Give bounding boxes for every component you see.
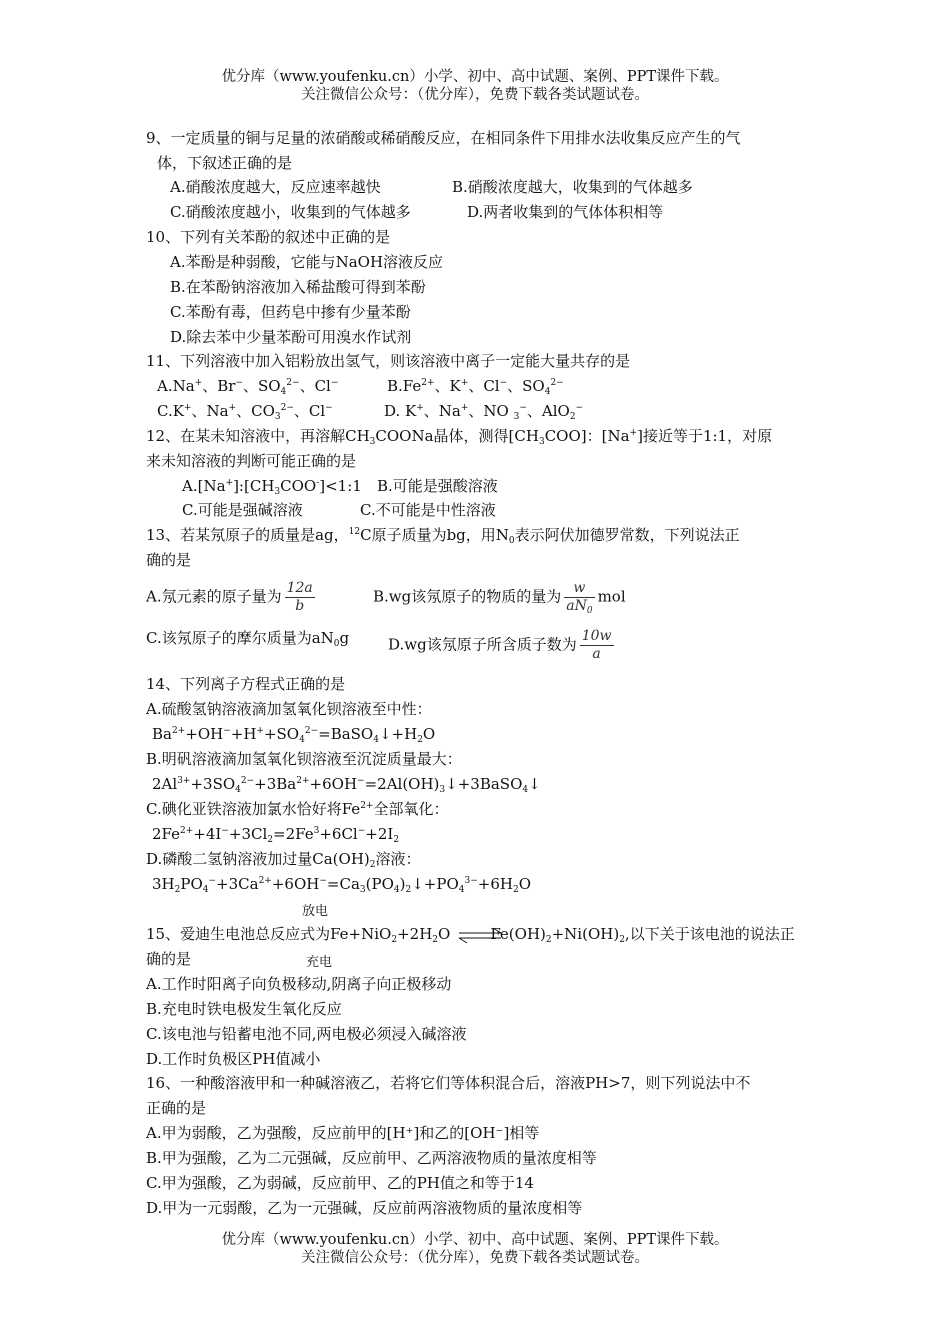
q11-stem: 11、下列溶液中加入铝粉放出氢气，则该溶液中离子一定能大量共存的是 <box>146 352 631 370</box>
q13-option-c: C.该氖原子的摩尔质量为$aN_0g$ <box>146 629 350 649</box>
q15-stem-1: 15、爱迪生电池总反应式为$Fe+NiO_2+2H_2O$ $Fe(OH)_2+Ni(OH)_2$,以下关于该电池的说法正 <box>146 925 795 945</box>
q15-option-b: B.充电时铁电极发生氧化反应 <box>146 1000 342 1018</box>
q16-stem-2: 正确的是 <box>146 1099 207 1117</box>
discharge-label: 放电 <box>302 904 329 919</box>
q13-option-a: A.氖元素的原子量为 $\frac{12a}{b}$ <box>146 580 313 614</box>
q15-option-d: D.工作时负极区PH值减小 <box>146 1050 321 1068</box>
q14-option-a: A.硫酸氢钠溶液滴加氢氧化钡溶液至中性： <box>146 700 432 718</box>
q11-option-d: D. K+、Na+、NO $_3$−、AlO$_2$− <box>384 402 584 422</box>
charge-label: 充电 <box>306 955 333 970</box>
q16-option-a: A.甲为弱酸，乙为强酸，反应前甲的[H⁺]和乙的[OH⁻]相等 <box>146 1124 540 1142</box>
q14-option-d: D.磷酸二氢钠溶液加过量$Ca(OH)_2$溶液： <box>146 850 421 870</box>
q14-equation-d: $3H_2PO_4^-+3Ca^{2+}+6OH^-=Ca_3(PO_4)_2↓+PO_4^{3-}+6H_2O$ <box>152 875 532 895</box>
q12-stem-1: 12、在某未知溶液中，再溶解$CH_3COONa$晶体，测得$[CH_3COO]$：[Na+]接近等于1:1，对原 <box>146 427 773 447</box>
q10-option-b: B.在苯酚钠溶液加入稀盐酸可得到苯酚 <box>170 278 426 296</box>
q14-option-b: B.明矾溶液滴加氢氧化钡溶液至沉淀质量最大： <box>146 750 462 768</box>
q9-option-a: A.硝酸浓度越大，反应速率越快 <box>170 178 381 196</box>
q16-option-b: B.甲为强酸，乙为二元强碱，反应前甲、乙两溶液物质的量浓度相等 <box>146 1149 597 1167</box>
q13-stem-1: 13、若某氖原子的质量是ag，$^{12}$C原子质量为bg，用$N_0$表示阿伏加德罗常数，下列说法正 <box>146 526 740 546</box>
q10-stem: 10、下列有关苯酚的叙述中正确的是 <box>146 228 391 246</box>
footer-line-2: 关注微信公众号：（优分库），免费下载各类试题试卷。 <box>301 1250 649 1266</box>
q11-option-b: $B.Fe^{2+}$、K+、Cl−、$SO_4^{2-}$ <box>387 377 564 397</box>
header-line-1: 优分库（www.youfenku.cn）小学、初中、高中试题、案例、PPT课件下载。 <box>221 69 729 85</box>
q10-option-a: A.苯酚是种弱酸，它能与NaOH溶液反应 <box>170 253 444 271</box>
q12-option-d: C.不可能是中性溶液 <box>360 501 496 519</box>
q14-stem: 14、下列离子方程式正确的是 <box>146 675 346 693</box>
q13-stem-2: 确的是 <box>146 551 192 569</box>
q9-option-b: B.硝酸浓度越大，收集到的气体越多 <box>452 178 693 196</box>
q12-stem-2: 来未知溶液的判断可能正确的是 <box>146 452 357 470</box>
footer-line-1: 优分库（www.youfenku.cn）小学、初中、高中试题、案例、PPT课件下载。 <box>221 1232 729 1248</box>
q16-option-d: D.甲为一元弱酸，乙为一元强碱，反应前两溶液物质的量浓度相等 <box>146 1199 583 1217</box>
q10-option-c: C.苯酚有毒，但药皂中掺有少量苯酚 <box>170 303 411 321</box>
q15-stem-2: 确的是 <box>146 950 192 968</box>
q9-stem-2: 体，下叙述正确的是 <box>157 154 293 172</box>
q14-option-c: C.碘化亚铁溶液加氯水恰好将$Fe^{2+}$全部氧化： <box>146 800 449 818</box>
fraction-12a-over-b: $\frac{12a}{b}$ <box>286 580 313 614</box>
reversible-arrow-icon <box>455 924 505 946</box>
q10-option-d: D.除去苯中少量苯酚可用溴水作试剂 <box>170 328 412 346</box>
q14-equation-a: $Ba^{2+}+OH^-+H^++SO_4^{2-}=BaSO_4↓+H_2O$ <box>152 725 436 745</box>
q9-option-d: D.两者收集到的气体体积相等 <box>467 203 664 221</box>
q12-option-a: $A.[Na^+]:[CH_3COO^-]<1:1$ <box>182 477 362 497</box>
header-line-2: 关注微信公众号：（优分库），免费下载各类试题试卷。 <box>301 87 649 103</box>
q15-option-a: A.工作时阳离子向负极移动,阴离子向正极移动 <box>146 975 452 993</box>
q16-option-c: C.甲为强酸，乙为弱碱，反应前甲、乙的PH值之和等于14 <box>146 1174 534 1192</box>
q11-option-c: C.K+、Na+、$CO_3^{2-}$、Cl− <box>157 402 333 422</box>
q14-equation-c: $2Fe^{2+}+4I^-+3Cl_2=2Fe^3+6Cl^-+2I_2$ <box>152 825 400 845</box>
q11-option-a: A.Na+、Br−、$SO_4^{2-}$、Cl− <box>157 377 339 397</box>
q15-option-c: C.该电池与铅蓄电池不同,两电极必须浸入碱溶液 <box>146 1025 467 1043</box>
q9-stem-1: 9、一定质量的铜与足量的浓硝酸或稀硝酸反应，在相同条件下用排水法收集反应产生的气 <box>146 129 741 147</box>
fraction-w-over-aN0: $\frac{w}{aN_0}$ <box>566 580 593 616</box>
fraction-10w-over-a: $\frac{10w}{a}$ <box>581 628 612 662</box>
q14-equation-b: $2Al^{3+}+3SO_4^{2-}+3Ba^{2+}+6OH^-=2Al(OH)_3↓+3BaSO_4↓$ <box>152 775 541 795</box>
q12-option-b: B.可能是强酸溶液 <box>377 477 498 495</box>
q9-option-c: C.硝酸浓度越小，收集到的气体越多 <box>170 203 411 221</box>
q13-option-b: B.wg该氖原子的物质的量为 $\frac{w}{aN_0}$ mol <box>373 580 626 616</box>
q13-option-d: D.wg该氖原子所含质子数为 $\frac{10w}{a}$ <box>388 628 612 662</box>
q16-stem-1: 16、一种酸溶液甲和一种碱溶液乙，若将它们等体积混合后，溶液PH>7，则下列说法中不 <box>146 1074 751 1092</box>
q12-option-c: C.可能是强碱溶液 <box>182 501 303 519</box>
